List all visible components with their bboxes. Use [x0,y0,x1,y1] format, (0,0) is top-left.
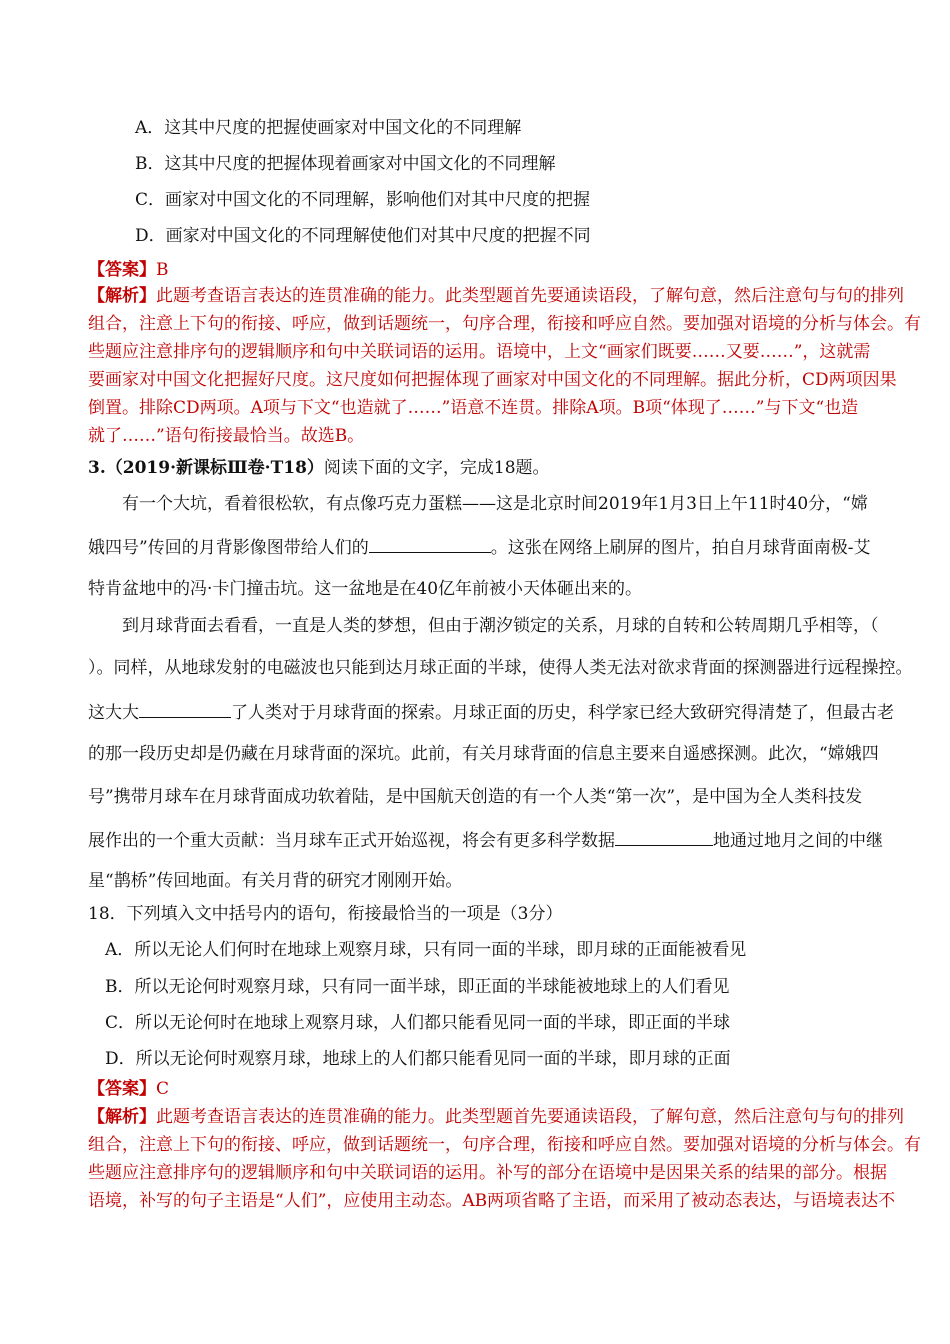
passage-p1-line-3: 特肯盆地中的冯·卡门撞击坑。这一盆地是在40亿年前被小天体砸出来的。 [88,579,643,599]
question-instruction: 阅读下面的文字，完成18题。 [323,458,550,478]
passage-p2-line-4: 的那一段历史却是仍藏在月球背面的深坑。此前，有关月球背面的信息主要来自遥感探测。此次，“嫦娥四 [88,744,879,764]
q2-analysis-line-4: 要画家对中国文化把握好尺度。这尺度如何把握体现了画家对中国文化的不同理解。据此分析，CD两项因果 [88,370,897,390]
answer-value: B [156,260,169,280]
passage-text: 地通过地月之间的中继 [713,831,883,851]
q2-answer [88,259,169,281]
passage-text: 展作出的一个重大贡献：当月球车正式开始巡视，将会有更多科学数据 [88,831,615,851]
fill-blank-2 [139,701,231,718]
analysis-text: 此题考查语言表达的连贯准确的能力。此类型题首先要通读语段，了解句意，然后注意句与句的排列 [156,286,904,306]
q2-option-a: A．这其中尺度的把握使画家对中国文化的不同理解 [135,118,522,138]
q18-analysis-line-4: 语境，补写的句子主语是“人们”，应使用主动态。AB两项省略了主语，而采用了被动态表达，与语境表达不 [88,1191,896,1211]
q18-option-b: B．所以无论何时观察月球，只有同一面半球，即正面的半球能被地球上的人们看见 [105,977,730,997]
q2-option-b: B．这其中尺度的把握体现着画家对中国文化的不同理解 [135,154,556,174]
q18-analysis-line-1 [88,1106,904,1128]
q18-analysis-line-2: 组合，注意上下句的衔接、呼应，做到话题统一，句序合理，衔接和呼应自然。要加强对语境的分析与体会。有 [88,1135,921,1155]
analysis-tag: 【解析】 [88,286,156,306]
passage-text: 了人类对于月球背面的探索。月球正面的历史，科学家已经大致研究得清楚了，但最古老 [231,703,894,723]
passage-p2-line-6 [88,829,883,852]
answer-value: C [156,1079,170,1099]
passage-text: 娥四号”传回的月背影像图带给人们的 [88,538,369,558]
q2-analysis-line-2: 组合，注意上下句的衔接、呼应，做到话题统一，句序合理，衔接和呼应自然。要加强对语境的分析与体会。有 [88,314,921,334]
fill-blank-3 [615,829,713,846]
q2-option-c: C．画家对中国文化的不同理解，影响他们对其中尺度的把握 [135,190,591,210]
q18-option-a: A．所以无论人们何时在地球上观察月球，只有同一面的半球，即月球的正面能被看见 [105,940,747,960]
q2-analysis-line-3: 些题应注意排序句的逻辑顺序和句中关联词语的运用。语境中，上文“画家们既要……又要……”，这就需 [88,342,871,362]
passage-p2-line-3 [88,701,894,724]
question-source: （2019·新课标Ⅲ卷·T18） [105,458,324,478]
q2-analysis-line-1 [88,285,904,307]
fill-blank-1 [369,536,491,553]
passage-p2-line-2: ）。同样，从地球发射的电磁波也只能到达月球正面的半球，使得人类无法对欲求背面的探测器进行远程操控。 [88,658,913,678]
answer-tag: 【答案】 [88,1079,156,1099]
analysis-text: 此题考查语言表达的连贯准确的能力。此类型题首先要通读语段，了解句意，然后注意句与句的排列 [156,1107,904,1127]
analysis-tag: 【解析】 [88,1107,156,1127]
passage-p1-line-2 [88,536,870,559]
passage-p2-line-1: 到月球背面去看看，一直是人类的梦想，但由于潮汐锁定的关系，月球的自转和公转周期几乎相等，（ [122,616,879,636]
q18-answer [88,1078,169,1100]
q18-stem: 18．下列填入文中括号内的语句，衔接最恰当的一项是（3分） [88,904,563,924]
q18-option-c: C．所以无论何时在地球上观察月球，人们都只能看见同一面的半球，即正面的半球 [105,1013,731,1033]
passage-p1-line-1: 有一个大坑，看着很松软，有点像巧克力蛋糕——这是北京时间2019年1月3日上午11时40分，“嫦 [122,494,868,514]
q18-analysis-line-3: 些题应注意排序句的逻辑顺序和句中关联词语的运用。补写的部分在语境中是因果关系的结果的部分。根据 [88,1163,887,1183]
passage-text: 这大大 [88,703,139,723]
question-number: 3. [88,458,106,478]
passage-p2-line-5: 号”携带月球车在月球背面成功软着陆，是中国航天创造的有一个人类“第一次”，是中国为全人类科技发 [88,787,863,807]
q2-analysis-line-5: 倒置。排除CD两项。A项与下文“也造就了……”语意不连贯。排除A项。B项“体现了……”与下文“也造 [88,398,859,418]
q2-option-d: D．画家对中国文化的不同理解使他们对其中尺度的把握不同 [135,226,591,246]
passage-text: 。这张在网络上刷屏的图片，拍自月球背面南极-艾 [490,538,871,558]
q3-header [88,457,550,479]
q18-option-d: D．所以无论何时观察月球，地球上的人们都只能看见同一面的半球，即月球的正面 [105,1049,731,1069]
passage-p2-line-7: 星“鹊桥”传回地面。有关月背的研究才刚刚开始。 [88,871,463,891]
q2-analysis-line-6: 就了……”语句衔接最恰当。故选B。 [88,426,365,446]
answer-tag: 【答案】 [88,260,156,280]
